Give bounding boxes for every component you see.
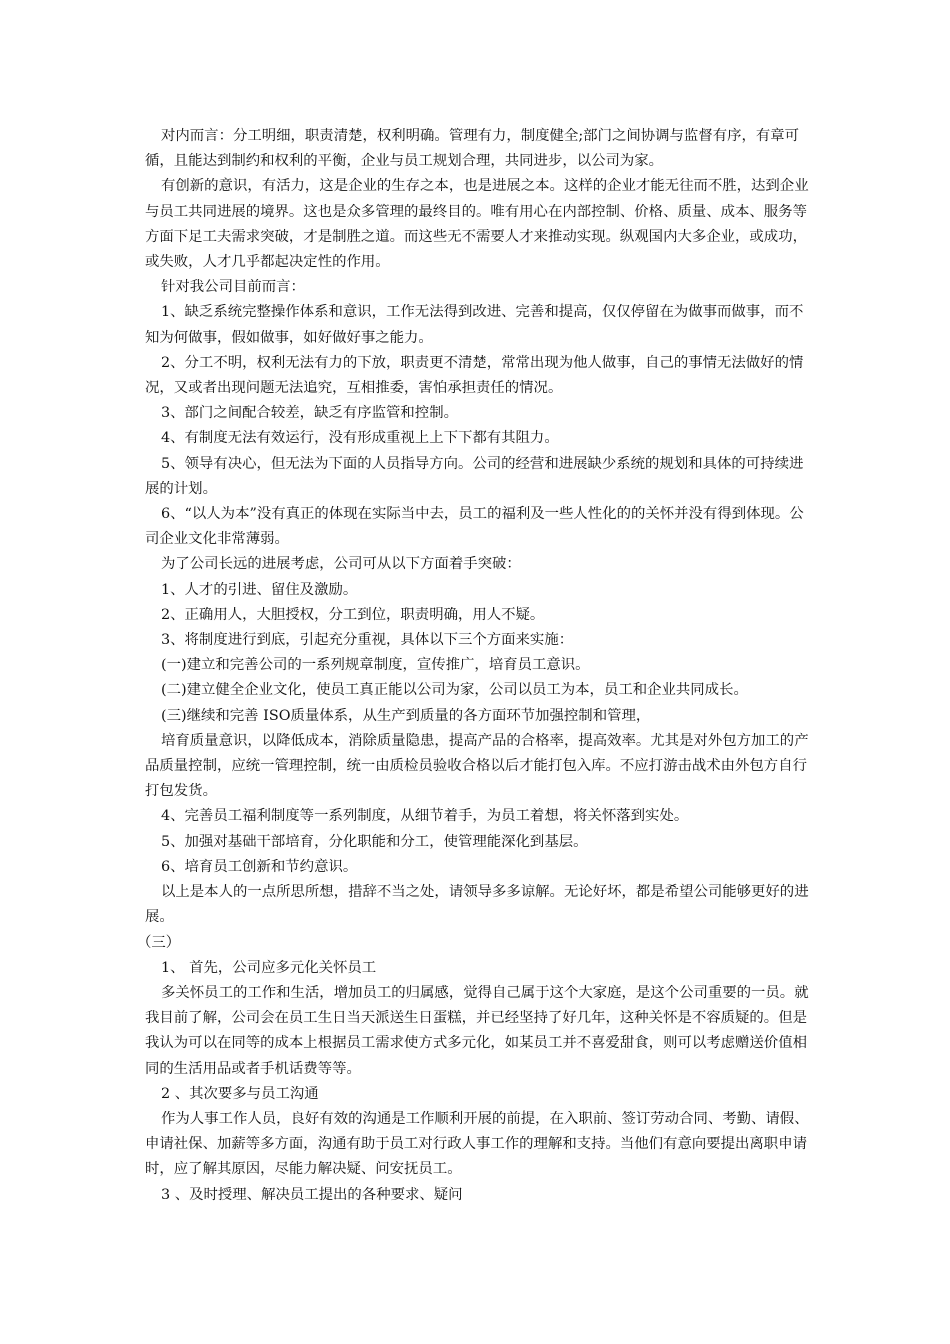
list-item: 2 、其次要多与员工沟通 [161, 1085, 319, 1102]
paragraph: 针对我公司目前而言： [161, 279, 305, 296]
document-page [137, 124, 815, 1208]
list-item: 6、培育员工创新和节约意识。 [161, 858, 358, 875]
paragraph: 为了公司长远的进展考虑，公司可从以下方面着手突破： [161, 556, 521, 573]
paragraph: 对内而言：分工明细，职责清楚，权利明确。管理有力，制度健全;部门之间协调与监督有序，有章可循，且能达到制约和权利的平衡，企业与员工规划合理，共同进步，以公司为家。 [145, 128, 800, 170]
list-item: 1、人才的引进、留住及激励。 [161, 581, 358, 598]
list-item: 1、缺乏系统完整操作体系和意识，工作无法得到改进、完善和提高，仅仅停留在为做事而做事，而不知为何做事，假如做事，如好做好事之能力。 [145, 304, 804, 346]
list-item: 5、加强对基础干部培育，分化职能和分工，使管理能深化到基层。 [161, 833, 588, 850]
paragraph: 有创新的意识，有活力，这是企业的生存之本，也是进展之本。这样的企业才能无往而不胜，达到企业与员工共同进展的境界。这也是众多管理的最终目的。唯有用心在内部控制、价格、质量、成本、服务等方面下足工夫需求突破，才是制胜之道。而这些无不需要人才来推动实现。纵观国内大多企业，或成功，或失败，人才几乎都起决定性的作用。 [145, 178, 809, 271]
paragraph: 多关怀员工的工作和生活，增加员工的归属感，觉得自己属于这个大家庭，是这个公司重要的一员。就我目前了解，公司会在员工生日当天派送生日蛋糕，并已经坚持了好几年，这种关怀是不容质疑的。但是我认为可以在同等的成本上根据员工需求使方式多元化，如某员工并不喜爱甜食，则可以考虑赠送价值相同的生活用品或者手机话费等等。 [145, 984, 809, 1077]
list-item: 6、“以人为本”没有真正的体现在实际当中去，员工的福利及一些人性化的的关怀并没有得到体现。公司企业文化非常薄弱。 [145, 506, 804, 548]
list-item: 2、正确用人，大胆授权，分工到位，职责明确，用人不疑。 [161, 606, 545, 623]
sub-list-item: (一)建立和完善公司的一系列规章制度，宣传推广，培育员工意识。 [161, 657, 590, 674]
list-item: 5、领导有决心，但无法为下面的人员指导方向。公司的经营和进展缺少系统的规划和具体的可持续进展的计划。 [145, 455, 804, 497]
list-item: 3、将制度进行到底，引起充分重视，具体以下三个方面来实施： [161, 632, 574, 649]
paragraph: 培育质量意识，以降低成本，消除质量隐患，提高产品的合格率，提高效率。尤其是对外包方加工的产品质量控制，应统一管理控制，统一由质检员验收合格以后才能打包入库。不应打游击战术由外包方自行打包发货。 [145, 732, 809, 800]
list-item: 1、 首先，公司应多元化关怀员工 [161, 959, 377, 976]
paragraph: 以上是本人的一点所思所想，措辞不当之处，请领导多多谅解。无论好坏，都是希望公司能够更好的进展。 [145, 884, 809, 926]
list-item: 3 、及时授理、解决员工提出的各种要求、疑问 [161, 1186, 463, 1203]
list-item: 4、完善员工福利制度等一系列制度，从细节着手，为员工着想，将关怀落到实处。 [161, 808, 689, 825]
sub-list-item: (三)继续和完善 ISO质量体系，从生产到质量的各方面环节加强控制和管理， [161, 707, 651, 724]
section-heading: （三） [137, 934, 181, 951]
list-item: 2、分工不明，权利无法有力的下放，职责更不清楚，常常出现为他人做事，自己的事情无法做好的情况，又或者出现问题无法追究，互相推委，害怕承担责任的情况。 [145, 354, 804, 397]
sub-list-item: (二)建立健全企业文化，使员工真正能以公司为家，公司以员工为本，员工和企业共同成长。 [161, 682, 748, 699]
list-item: 3、部门之间配合较差，缺乏有序监管和控制。 [161, 405, 458, 422]
list-item: 4、有制度无法有效运行，没有形成重视上上下下都有其阻力。 [161, 430, 559, 447]
paragraph: 作为人事工作人员，良好有效的沟通是工作顺利开展的前提，在入职前、签订劳动合同、考勤、请假、申请社保、加薪等多方面，沟通有助于员工对行政人事工作的理解和支持。当他们有意向要提出离职申请时，应了解其原因，尽能力解决疑、问安抚员工。 [145, 1110, 809, 1178]
